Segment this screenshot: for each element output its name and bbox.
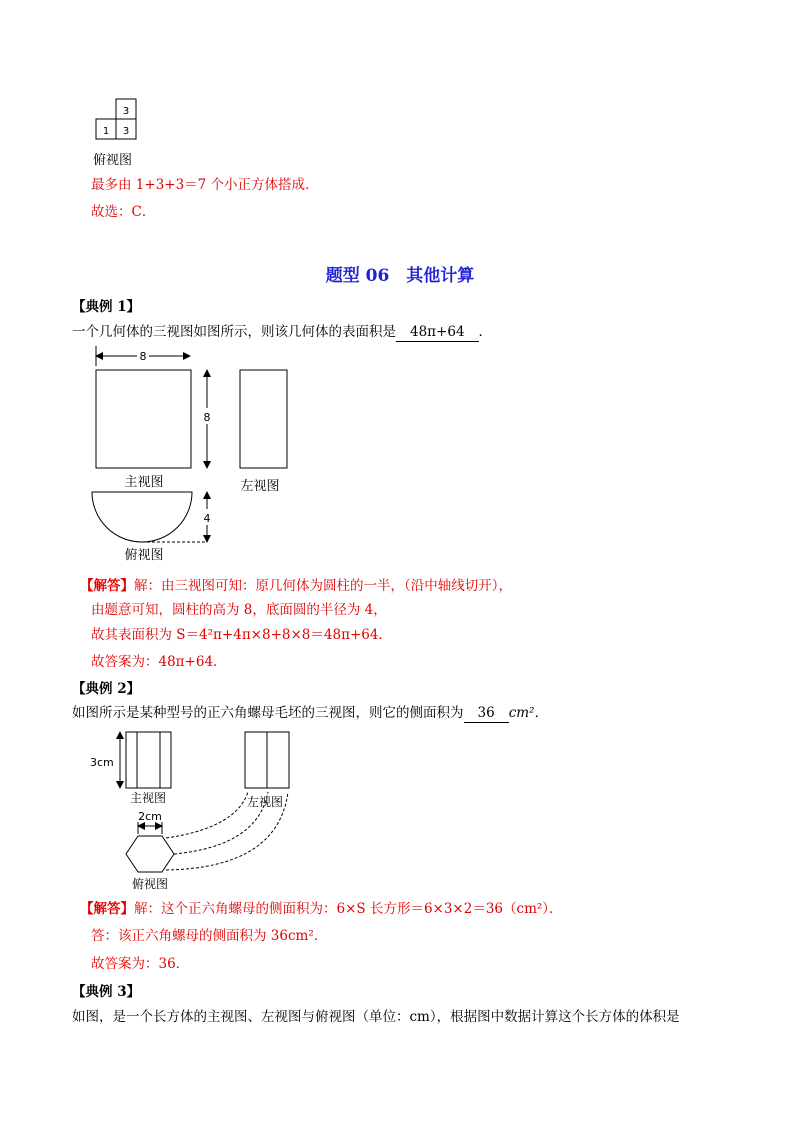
example-2-solution-line-1 [80, 900, 563, 918]
dim-height-label: 3cm [90, 756, 114, 769]
solution-text: 解：这个正六角螺母的侧面积为：6×S 长方形＝6×3×2＝36（cm²）． [134, 901, 563, 917]
example-1-solution-line-3: 故其表面积为 S＝4²π+4π×8+8×8＝48π+64． [91, 627, 392, 643]
section-title: 题型 06 其他计算 [325, 266, 475, 286]
question-end: ． [478, 324, 493, 340]
top-solution-line-2: 故选：C． [91, 204, 156, 220]
question-text: 如图所示是某种型号的正六角螺母毛坯的三视图，则它的侧面积为 [72, 705, 464, 721]
solution-tag: 【解答】 [80, 578, 134, 594]
left-view-caption: 左视图 [240, 479, 280, 494]
question-unit: cm²． [508, 705, 548, 721]
top-view-hexagon [126, 836, 174, 872]
top-view-grid-figure [90, 96, 150, 144]
grid-cell-label: 3 [122, 106, 130, 117]
dim-depth-label: 4 [203, 512, 211, 525]
top-view-caption: 俯视图 [93, 153, 133, 168]
example-1-label: 【典例 1】 [72, 299, 141, 315]
front-view-caption: 主视图 [124, 475, 164, 490]
dim-height-label: 8 [203, 411, 211, 424]
left-view-caption: 左视图 [246, 795, 284, 809]
answer-blank: 48π+64 [396, 323, 479, 342]
grid-cell-label: 1 [102, 126, 110, 137]
solution-text: 解：由三视图可知：原几何体为圆柱的一半，（沿中轴线切开）， [134, 578, 512, 594]
top-view-caption: 俯视图 [124, 548, 164, 563]
front-view-square [96, 370, 191, 468]
example-1-solution-line-1 [80, 577, 512, 595]
top-view-semicircle [92, 492, 192, 542]
question-text: 一个几何体的三视图如图所示，则该几何体的表面积是 [72, 324, 396, 340]
example-2-solution-line-3: 故答案为：36． [91, 956, 190, 972]
example-2-label: 【典例 2】 [72, 681, 141, 697]
solution-tag: 【解答】 [80, 901, 134, 917]
example-3-label: 【典例 3】 [72, 984, 141, 1000]
dim-width-label: 8 [139, 350, 147, 363]
example-1-solution-line-4: 故答案为：48π+64． [91, 654, 227, 670]
dim-width-label: 2cm [138, 810, 162, 823]
front-view-caption: 主视图 [129, 791, 167, 805]
example-3-question: 如图，是一个长方体的主视图、左视图与俯视图（单位：cm），根据图中数据计算这个长方体的体积是 [72, 1009, 680, 1025]
answer-blank: 36 [464, 704, 509, 723]
top-solution-line-1: 最多由 1+3+3＝7 个小正方体搭成． [91, 177, 319, 193]
example-2-three-views-figure [86, 728, 306, 898]
front-view-rect [126, 732, 171, 788]
top-view-caption: 俯视图 [131, 877, 169, 891]
grid-cell-label: 3 [122, 126, 130, 137]
example-1-three-views-figure [80, 340, 310, 570]
left-view-rect [240, 370, 287, 468]
example-1-solution-line-2: 由题意可知，圆柱的高为 8，底面圆的半径为 4， [91, 602, 387, 618]
example-2-question [72, 704, 548, 723]
example-2-solution-line-2: 答：该正六角螺母的侧面积为 36cm²． [91, 928, 328, 944]
